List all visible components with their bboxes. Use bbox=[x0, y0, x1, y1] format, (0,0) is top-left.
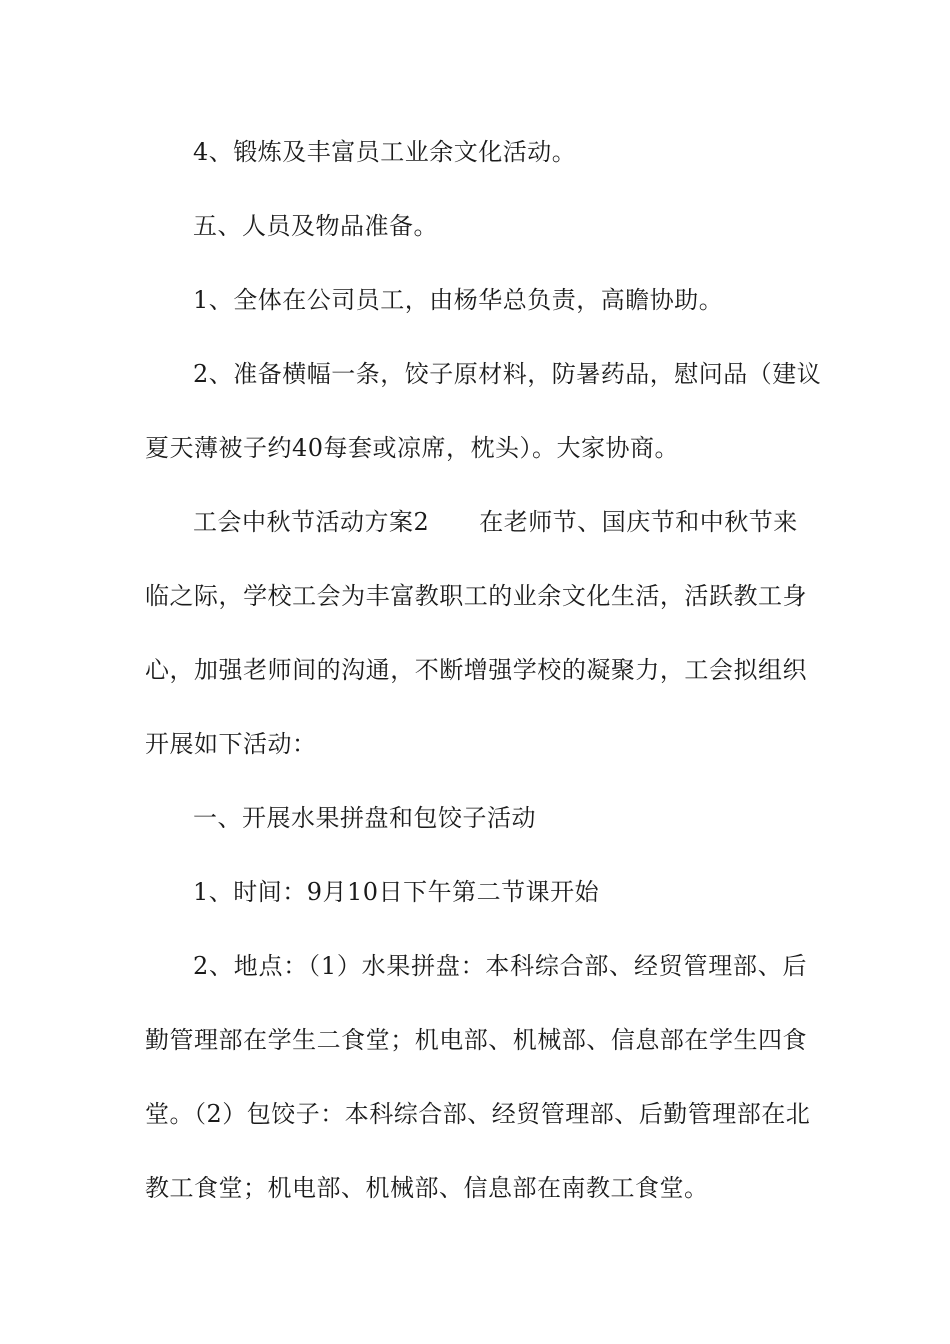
document-title: 工会中秋节活动方案2 bbox=[193, 508, 430, 536]
paragraph-line: 开展如下活动： bbox=[145, 730, 317, 758]
paragraph-line: 2、地点：（1）水果拼盘：本科综合部、经贸管理部、后 bbox=[193, 952, 807, 980]
paragraph-line: 1、时间：9月10日下午第二节课开始 bbox=[193, 878, 600, 906]
paragraph-line: 夏天薄被子约40每套或凉席，枕头）。大家协商。 bbox=[145, 434, 680, 462]
paragraph-line: 1、全体在公司员工，由杨华总负责，高瞻协助。 bbox=[193, 286, 724, 314]
paragraph-line: 临之际，学校工会为丰富教职工的业余文化生活，活跃教工身 bbox=[145, 582, 807, 610]
paragraph-text: 在老师节、国庆节和中秋节来 bbox=[479, 508, 798, 536]
section-heading: 五、人员及物品准备。 bbox=[193, 212, 438, 240]
paragraph-line: 教工食堂；机电部、机械部、信息部在南教工食堂。 bbox=[145, 1174, 709, 1202]
paragraph-line: 勤管理部在学生二食堂；机电部、机械部、信息部在学生四食 bbox=[145, 1026, 807, 1054]
paragraph-line bbox=[145, 506, 807, 538]
paragraph-line: 2、准备横幅一条，饺子原材料，防暑药品，慰问品（建议 bbox=[193, 360, 822, 388]
paragraph-line: 4、锻炼及丰富员工业余文化活动。 bbox=[193, 138, 577, 166]
section-heading: 一、开展水果拼盘和包饺子活动 bbox=[193, 804, 536, 832]
paragraph-line: 心，加强老师间的沟通，不断增强学校的凝聚力，工会拟组织 bbox=[145, 656, 807, 684]
paragraph-line: 堂。（2）包饺子：本科综合部、经贸管理部、后勤管理部在北 bbox=[145, 1100, 811, 1128]
